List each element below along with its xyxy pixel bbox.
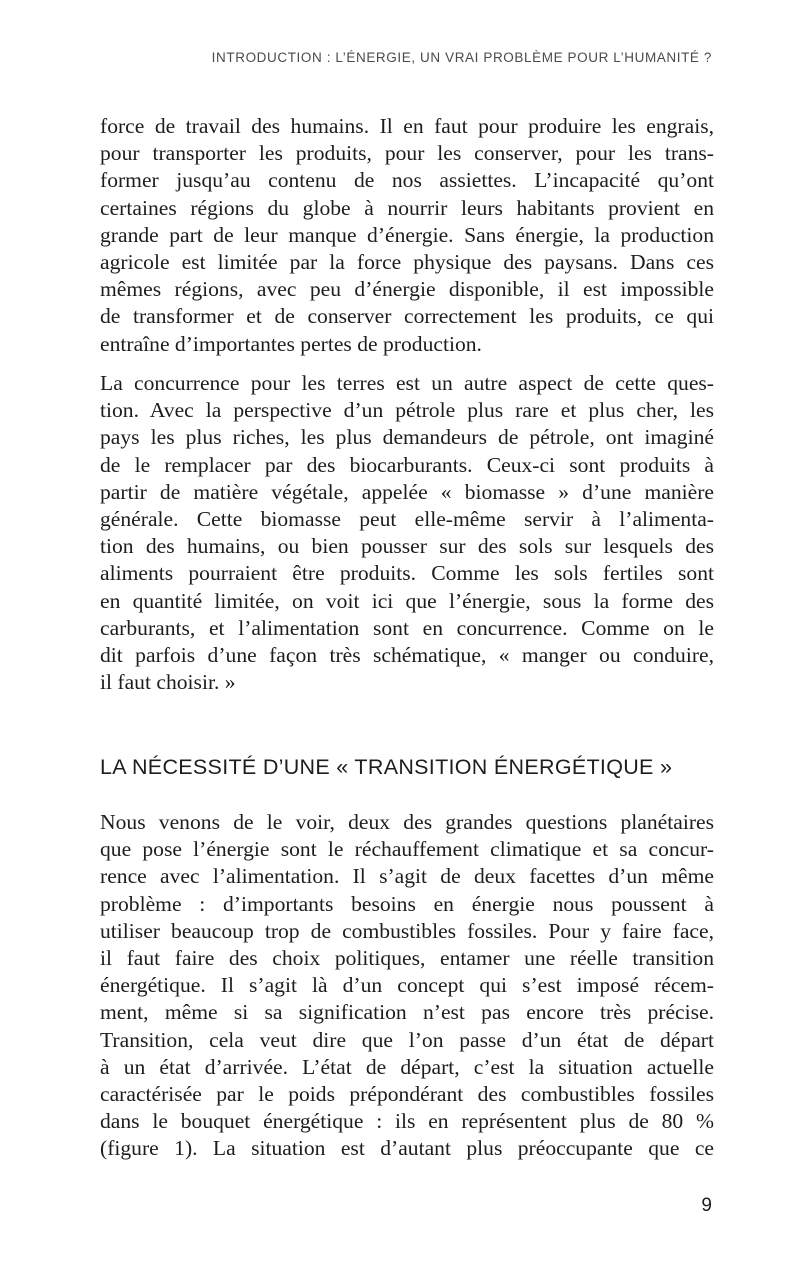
text-line: problème : d’importants besoins en énergie nous poussent à bbox=[100, 891, 714, 916]
text-line: que pose l’énergie sont le réchauffement climatique et sa concur- bbox=[100, 837, 714, 862]
text-line: pays les plus riches, les plus demandeurs de pétrole, ont imaginé bbox=[100, 425, 714, 450]
text-line: dans le bouquet énergétique : ils en représentent plus de 80 % bbox=[100, 1109, 714, 1134]
paragraph bbox=[100, 113, 714, 358]
text-line: former jusqu’au contenu de nos assiettes. L’incapacité qu’ont bbox=[100, 168, 714, 193]
text-line: énergétique. Il s’agit là d’un concept qui s’est imposé récem- bbox=[100, 973, 714, 998]
text-line: caractérisée par le poids prépondérant des combustibles fossiles bbox=[100, 1081, 714, 1106]
text-line: tion des humains, ou bien pousser sur des sols sur lesquels des bbox=[100, 534, 714, 559]
text-line: dit parfois d’une façon très schématique, « manger ou conduire, bbox=[100, 642, 714, 667]
section-heading: LA NÉCESSITÉ D’UNE « TRANSITION ÉNERGÉTIQUE » bbox=[100, 755, 673, 779]
text-line: ment, même si sa signification n’est pas encore très précise. bbox=[100, 1000, 714, 1025]
text-line: force de travail des humains. Il en faut pour produire les engrais, bbox=[100, 114, 714, 138]
text-line: de le remplacer par des biocarburants. Ceux-ci sont produits à bbox=[100, 452, 714, 477]
text-line: de transformer et de conserver correctement les produits, ce qui bbox=[100, 304, 714, 329]
text-line: utiliser beaucoup trop de combustibles fossiles. Pour y faire face, bbox=[100, 918, 714, 943]
text-line: La concurrence pour les terres est un autre aspect de cette ques- bbox=[100, 371, 714, 395]
running-head: INTRODUCTION : L’ÉNERGIE, UN VRAI PROBLÈME POUR L’HUMANITÉ ? bbox=[211, 50, 712, 65]
text-line: mêmes régions, avec peu d’énergie disponible, il est impossible bbox=[100, 277, 714, 302]
text-line: pour transporter les produits, pour les conserver, pour les trans- bbox=[100, 141, 714, 166]
page-number: 9 bbox=[701, 1195, 712, 1216]
text-line: générale. Cette biomasse peut elle-même servir à l’alimenta- bbox=[100, 506, 714, 531]
text-line: carburants, et l’alimentation sont en concurrence. Comme on le bbox=[100, 615, 714, 640]
text-line: il faut choisir. » bbox=[100, 670, 236, 695]
text-line: agricole est limitée par la force physique des paysans. Dans ces bbox=[100, 249, 714, 274]
text-line: rence avec l’alimentation. Il s’agit de deux facettes d’un même bbox=[100, 864, 714, 889]
text-line: aliments pourraient être produits. Comme les sols fertiles sont bbox=[100, 561, 714, 586]
text-line: (figure 1). La situation est d’autant plus préoccupante que ce bbox=[100, 1136, 714, 1161]
text-line: il faut faire des choix politiques, entamer une réelle transition bbox=[100, 945, 714, 970]
text-line: partir de matière végétale, appelée « biomasse » d’une manière bbox=[100, 479, 714, 504]
paragraph bbox=[100, 809, 714, 1162]
text-line: certaines régions du globe à nourrir leurs habitants provient en bbox=[100, 195, 714, 220]
text-line: à un état d’arrivée. L’état de départ, c’est la situation actuelle bbox=[100, 1054, 714, 1079]
text-line: en quantité limitée, on voit ici que l’énergie, sous la forme des bbox=[100, 588, 714, 613]
text-line: grande part de leur manque d’énergie. Sans énergie, la production bbox=[100, 222, 714, 247]
text-line: tion. Avec la perspective d’un pétrole plus rare et plus cher, les bbox=[100, 398, 714, 423]
paragraph bbox=[100, 370, 714, 696]
text-line: Nous venons de le voir, deux des grandes questions planétaires bbox=[100, 810, 714, 834]
text-line: Transition, cela veut dire que l’on passe d’un état de départ bbox=[100, 1027, 714, 1052]
text-line: entraîne d’importantes pertes de production. bbox=[100, 331, 482, 356]
